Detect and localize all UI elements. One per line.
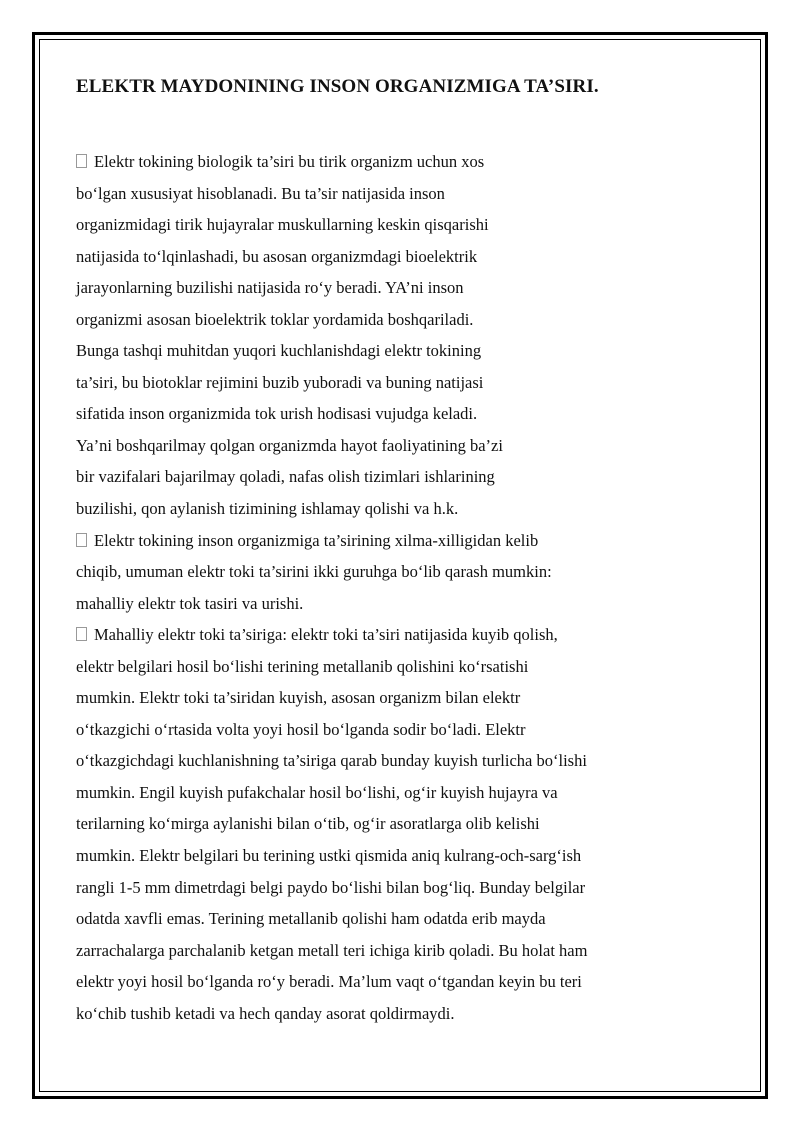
line-text: terilarning ko‘mirga aylanishi bilan o‘tib, og‘ir asoratlarga olib kelishi bbox=[76, 814, 540, 834]
line-text: bir vazifalari bajarilmay qoladi, nafas olish tizimlari ishlarining bbox=[76, 467, 495, 487]
line-text: mumkin. Elektr belgilari bu terining ustki qismida aniq kulrang-och-sarg‘ish bbox=[76, 846, 582, 866]
text-line bbox=[76, 966, 716, 998]
text-line bbox=[76, 461, 716, 493]
document-title: ELEKTR MAYDONINING INSON ORGANIZMIGA TA’SIRI. bbox=[76, 76, 599, 97]
text-line bbox=[76, 241, 716, 273]
line-text: mahalliy elektr tok tasiri va urishi. bbox=[76, 593, 304, 613]
text-line bbox=[76, 304, 716, 336]
line-text: Elektr tokining inson organizmiga ta’sirining xilma-xilligidan kelib bbox=[94, 530, 539, 550]
text-line bbox=[76, 178, 716, 210]
line-text: Bunga tashqi muhitdan yuqori kuchlanishdagi elektr tokining bbox=[76, 341, 482, 361]
line-text: ta’siri, bu biotoklar rejimini buzib yuboradi va buning natijasi bbox=[76, 372, 484, 392]
text-line bbox=[76, 146, 716, 178]
text-line bbox=[76, 745, 716, 777]
text-line bbox=[76, 209, 716, 241]
line-text: buzilishi, qon aylanish tizimining ishlamay qolishi va h.k. bbox=[76, 499, 459, 519]
text-line bbox=[76, 935, 716, 967]
text-line bbox=[76, 619, 716, 651]
text-line bbox=[76, 367, 716, 399]
line-text: natijasida to‘lqinlashadi, bu asosan organizmdagi bioelektrik bbox=[76, 246, 478, 266]
line-text: sifatida inson organizmida tok urish hodisasi vujudga keladi. bbox=[76, 404, 478, 424]
text-line bbox=[76, 808, 716, 840]
text-line bbox=[76, 651, 716, 683]
bullet-box-icon bbox=[76, 533, 87, 547]
line-text: o‘tkazgichdagi kuchlanishning ta’siriga qarab bunday kuyish turlicha bo‘lishi bbox=[76, 751, 587, 771]
line-text: o‘tkazgichi o‘rtasida volta yoyi hosil bo‘lganda sodir bo‘ladi. Elektr bbox=[76, 719, 526, 739]
line-text: chiqib, umuman elektr toki ta’sirini ikki guruhga bo‘lib qarash mumkin: bbox=[76, 562, 552, 582]
text-line bbox=[76, 872, 716, 904]
line-text: Elektr tokining biologik ta’siri bu tirik organizm uchun xos bbox=[94, 152, 485, 171]
text-line bbox=[76, 714, 716, 746]
text-line bbox=[76, 398, 716, 430]
line-text: organizmidagi tirik hujayralar muskullarning keskin qisqarishi bbox=[76, 215, 489, 235]
line-text: organizmi asosan bioelektrik toklar yordamida boshqariladi. bbox=[76, 309, 474, 329]
text-line bbox=[76, 525, 716, 557]
text-line bbox=[76, 682, 716, 714]
text-line bbox=[76, 430, 716, 462]
line-text: odatda xavfli emas. Terining metallanib qolishi ham odatda erib mayda bbox=[76, 909, 546, 929]
text-line bbox=[76, 840, 716, 872]
line-text: elektr yoyi hosil bo‘lganda ro‘y beradi. Ma’lum vaqt o‘tgandan keyin bu teri bbox=[76, 972, 582, 992]
text-line bbox=[76, 998, 716, 1030]
line-text: mumkin. Elektr toki ta’siridan kuyish, asosan organizm bilan elektr bbox=[76, 688, 521, 708]
text-line bbox=[76, 588, 716, 620]
text-line bbox=[76, 903, 716, 935]
text-line bbox=[76, 777, 716, 809]
line-text: ko‘chib tushib ketadi va hech qanday asorat qoldirmaydi. bbox=[76, 1003, 455, 1023]
document-body bbox=[76, 146, 716, 1029]
bullet-box-icon bbox=[76, 627, 87, 641]
text-line bbox=[76, 493, 716, 525]
line-text: mumkin. Engil kuyish pufakchalar hosil bo‘lishi, og‘ir kuyish hujayra va bbox=[76, 782, 558, 802]
line-text: bo‘lgan xususiyat hisoblanadi. Bu ta’sir natijasida inson bbox=[76, 183, 445, 203]
text-line bbox=[76, 556, 716, 588]
text-line bbox=[76, 272, 716, 304]
line-text: rangli 1-5 mm dimetrdagi belgi paydo bo‘lishi bilan bog‘liq. Bunday belgilar bbox=[76, 877, 586, 897]
line-text: jarayonlarning buzilishi natijasida ro‘y beradi. YA’ni inson bbox=[76, 278, 464, 298]
line-text: Ya’ni boshqarilmay qolgan organizmda hayot faoliyatining ba’zi bbox=[76, 435, 503, 455]
line-text: Mahalliy elektr toki ta’siriga: elektr toki ta’siri natijasida kuyib qolish, bbox=[94, 625, 558, 645]
line-text: zarrachalarga parchalanib ketgan metall teri ichiga kirib qoladi. Bu holat ham bbox=[76, 940, 588, 960]
text-line bbox=[76, 335, 716, 367]
bullet-box-icon bbox=[76, 154, 87, 168]
line-text: elektr belgilari hosil bo‘lishi terining metallanib qolishini ko‘rsatishi bbox=[76, 656, 529, 676]
